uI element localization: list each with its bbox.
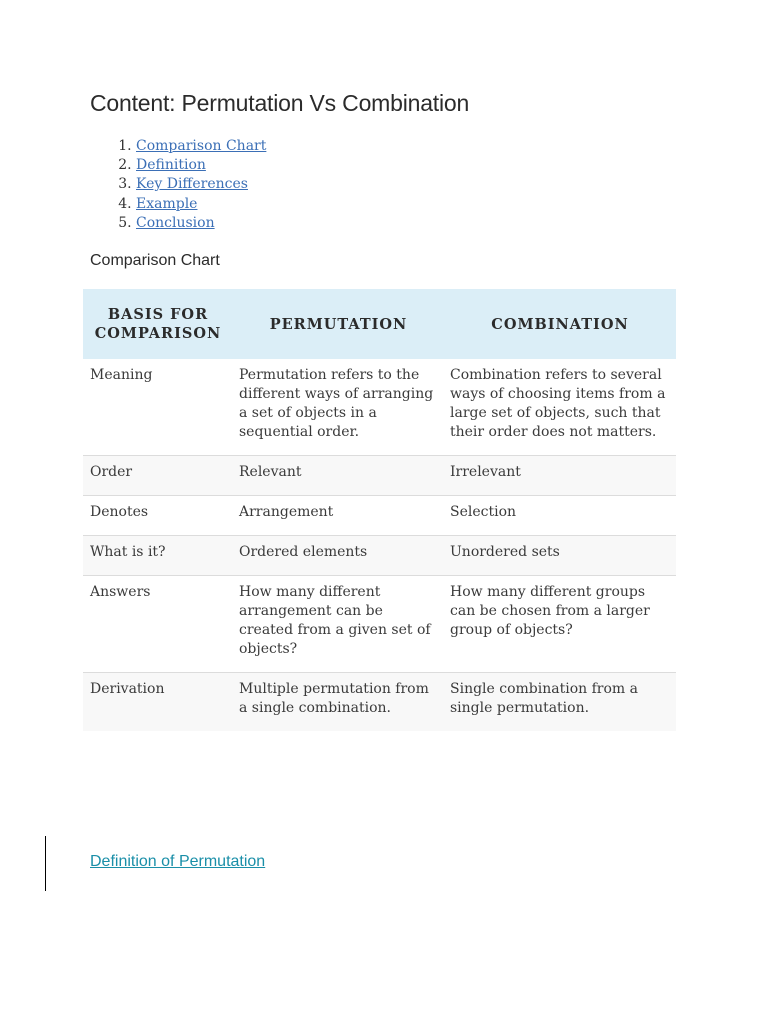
toc-item bbox=[136, 195, 266, 214]
column-header-basis: BASIS FOR COMPARISON bbox=[83, 289, 233, 359]
table-row bbox=[83, 456, 676, 496]
table-cell: Unordered sets bbox=[444, 536, 676, 576]
column-header-permutation: PERMUTATION bbox=[233, 289, 444, 359]
toc-item bbox=[136, 156, 266, 175]
definition-of-permutation-link[interactable]: Definition of Permutation bbox=[90, 853, 266, 870]
column-header-combination: COMBINATION bbox=[444, 289, 676, 359]
table-cell: Irrelevant bbox=[444, 456, 676, 496]
toc-item bbox=[136, 175, 266, 194]
table-cell: Denotes bbox=[83, 496, 233, 536]
table-cell: How many different arrangement can be created from a given set of objects? bbox=[233, 576, 444, 673]
toc-item bbox=[136, 214, 266, 233]
table-row bbox=[83, 496, 676, 536]
table-row bbox=[83, 536, 676, 576]
section-heading-comparison-chart: Comparison Chart bbox=[90, 252, 220, 269]
toc-link-definition[interactable]: Definition bbox=[136, 157, 206, 174]
toc-link-key-differences[interactable]: Key Differences bbox=[136, 176, 248, 193]
toc-link-conclusion[interactable]: Conclusion bbox=[136, 214, 215, 231]
table-cell: Selection bbox=[444, 496, 676, 536]
table-cell: Single combination from a single permutation. bbox=[444, 673, 676, 732]
toc-item bbox=[136, 137, 266, 156]
table-header-row bbox=[83, 289, 676, 359]
table-row bbox=[83, 673, 676, 732]
table-of-contents bbox=[90, 137, 266, 233]
table-row bbox=[83, 576, 676, 673]
table-cell: Meaning bbox=[90, 367, 153, 383]
table-cell: What is it? bbox=[83, 536, 233, 576]
table-cell: How many different groups can be chosen from a larger group of objects? bbox=[444, 576, 676, 673]
table-cell: Multiple permutation from a single combination. bbox=[233, 673, 444, 732]
text-cursor bbox=[45, 836, 46, 891]
table-cell: Permutation refers to the different ways of arranging a set of objects in a sequential order. bbox=[239, 367, 434, 440]
table-cell: Combination refers to several ways of choosing items from a large set of objects, such that their order does not matters. bbox=[450, 367, 666, 440]
table-cell: Answers bbox=[83, 576, 233, 673]
table-row bbox=[83, 359, 676, 456]
table-cell: Ordered elements bbox=[233, 536, 444, 576]
table-cell: Order bbox=[83, 456, 233, 496]
comparison-table bbox=[83, 289, 676, 731]
table-cell: Relevant bbox=[233, 456, 444, 496]
table-cell: Arrangement bbox=[233, 496, 444, 536]
page-title: Content: Permutation Vs Combination bbox=[90, 90, 470, 116]
toc-link-comparison-chart[interactable]: Comparison Chart bbox=[136, 138, 267, 154]
toc-link-example[interactable]: Example bbox=[136, 195, 198, 212]
table-cell: Derivation bbox=[83, 673, 233, 732]
